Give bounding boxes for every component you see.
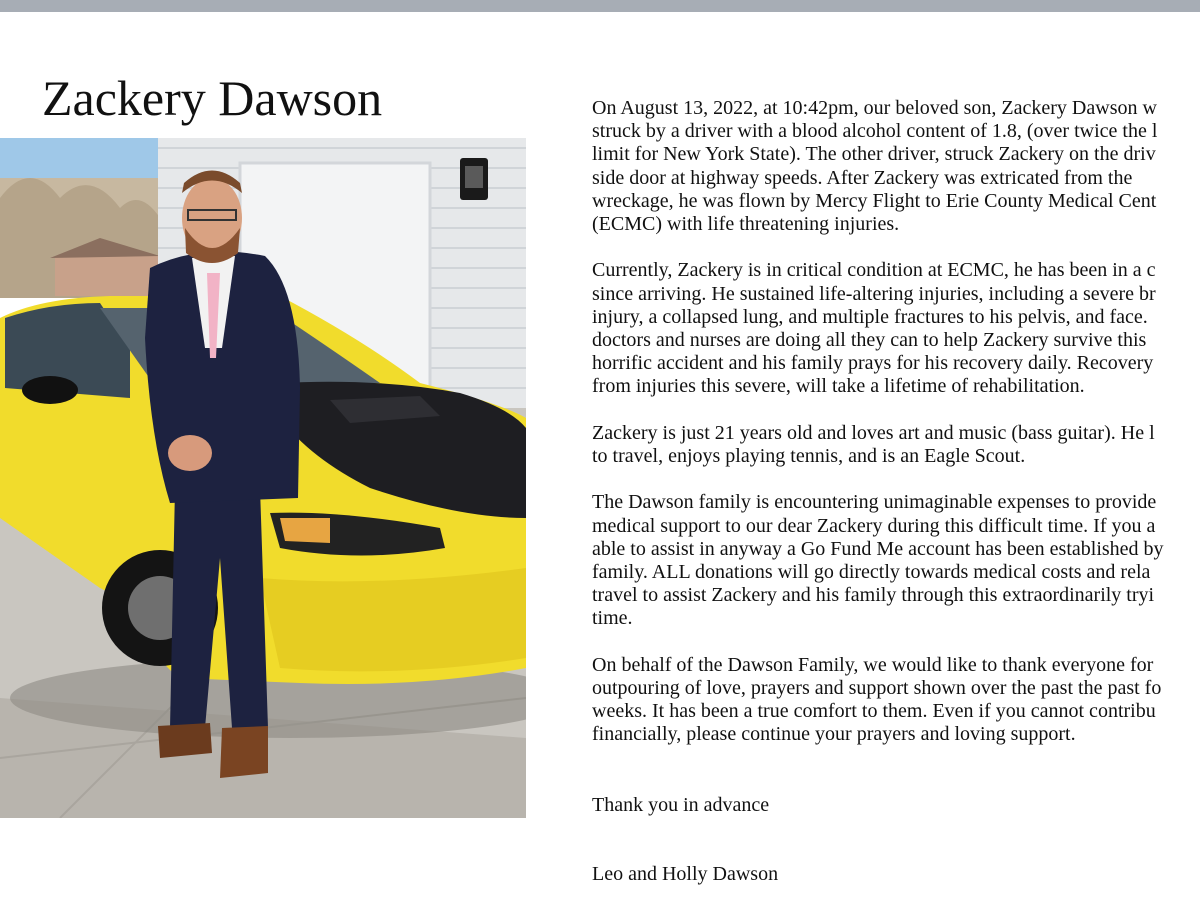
text-line: Zackery is just 21 years old and loves art and music (bass guitar). He l <box>592 421 1155 444</box>
text-line: able to assist in anyway a Go Fund Me account has been established by <box>592 537 1164 560</box>
text-line: struck by a driver with a blood alcohol content of 1.8, (over twice the l <box>592 120 1158 143</box>
paragraph <box>592 259 1200 398</box>
text-line: travel to assist Zackery and his family through this extraordinarily tryi <box>592 584 1155 607</box>
top-bar <box>0 0 1200 12</box>
text-line: doctors and nurses are doing all they can to help Zackery survive this <box>592 329 1147 352</box>
closing-line: Thank you in advance <box>592 794 770 816</box>
text-line: injury, a collapsed lung, and multiple fractures to his pelvis, and face. <box>592 305 1148 328</box>
paragraph <box>592 654 1200 747</box>
signature: Leo and Holly Dawson <box>592 863 779 885</box>
text-line: outpouring of love, prayers and support shown over the past the past fo <box>592 677 1162 700</box>
paragraph <box>592 97 1200 236</box>
paragraph <box>592 422 1200 468</box>
text-line: from injuries this severe, will take a lifetime of rehabilitation. <box>592 375 1085 398</box>
page-title: Zackery Dawson <box>42 70 383 126</box>
text-line: side door at highway speeds. After Zackery was extricated from the <box>592 166 1133 189</box>
text-line: family. ALL donations will go directly towards medical costs and rela <box>592 561 1151 584</box>
letter-body <box>592 97 1200 770</box>
text-line: On behalf of the Dawson Family, we would like to thank everyone for <box>592 653 1154 676</box>
text-line: horrific accident and his family prays for his recovery daily. Recovery <box>592 352 1154 375</box>
text-line: to travel, enjoys playing tennis, and is an Eagle Scout. <box>592 445 1026 468</box>
paragraph <box>592 491 1200 630</box>
text-line: since arriving. He sustained life-altering injuries, including a severe br <box>592 282 1156 305</box>
text-line: financially, please continue your prayers and loving support. <box>592 723 1076 746</box>
text-line: limit for New York State). The other driver, struck Zackery on the driv <box>592 143 1156 166</box>
text-line: On August 13, 2022, at 10:42pm, our beloved son, Zackery Dawson w <box>592 97 1157 119</box>
portrait-photo <box>0 138 526 818</box>
text-line: weeks. It has been a true comfort to them. Even if you cannot contribu <box>592 700 1156 723</box>
text-line: Currently, Zackery is in critical condition at ECMC, he has been in a c <box>592 259 1156 282</box>
text-line: The Dawson family is encountering unimaginable expenses to provide <box>592 491 1157 514</box>
text-line: wreckage, he was flown by Mercy Flight to Erie County Medical Cent <box>592 189 1157 212</box>
text-line: medical support to our dear Zackery during this difficult time. If you a <box>592 514 1156 537</box>
text-line: time. <box>592 607 633 630</box>
text-line: (ECMC) with life threatening injuries. <box>592 213 900 236</box>
